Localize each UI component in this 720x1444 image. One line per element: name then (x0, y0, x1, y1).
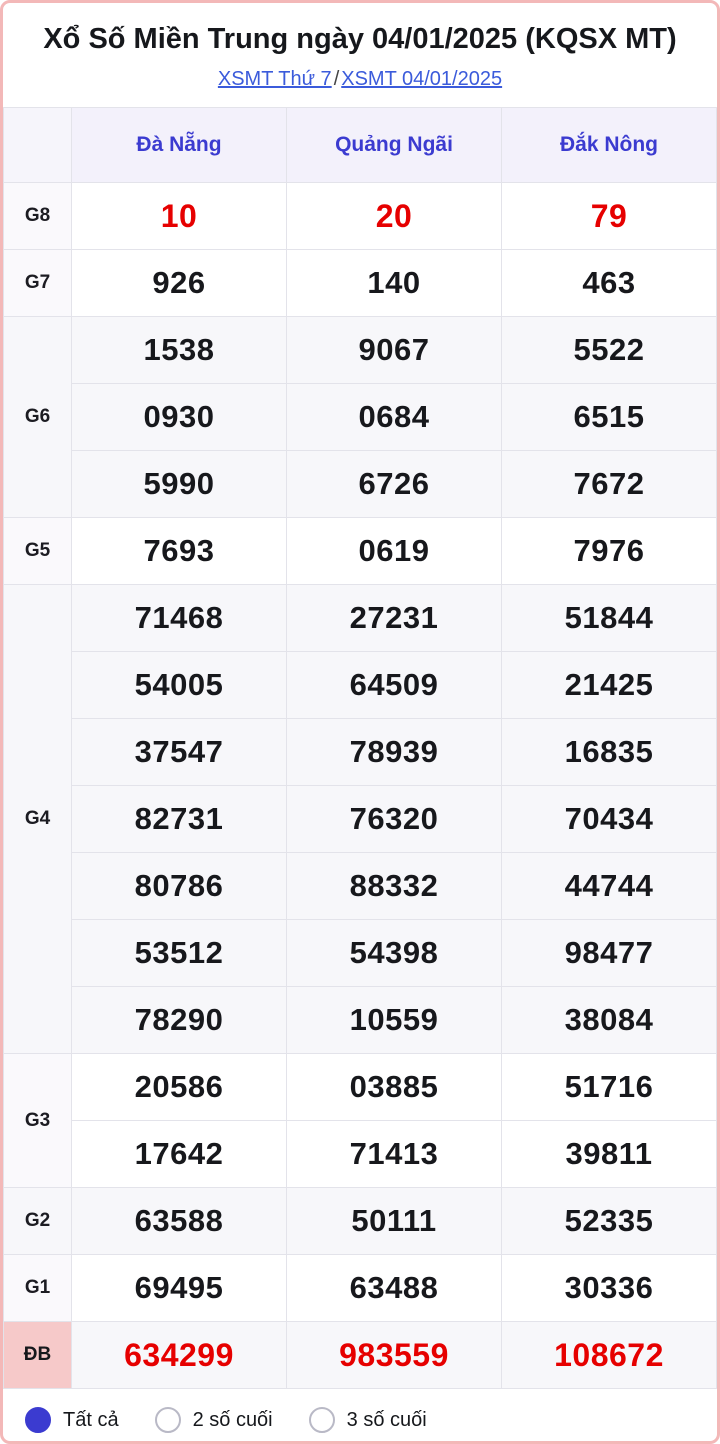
result-cell: 7693 (72, 518, 287, 585)
filter-option-last3[interactable] (309, 1407, 427, 1433)
result-cell: 03885 (287, 1054, 502, 1121)
result-cell: 78290 (72, 987, 287, 1054)
result-cell: 64509 (287, 652, 502, 719)
result-cell: 983559 (287, 1322, 502, 1389)
table-row (4, 451, 717, 518)
result-cell: 0684 (287, 384, 502, 451)
result-cell: 71413 (287, 1121, 502, 1188)
table-row (4, 183, 717, 250)
result-cell: 140 (287, 250, 502, 317)
table-row (4, 384, 717, 451)
table-row (4, 987, 717, 1054)
result-cell: 63488 (287, 1255, 502, 1322)
result-cell: 44744 (502, 853, 717, 920)
result-cell: 79 (502, 183, 717, 250)
result-cell: 53512 (72, 920, 287, 987)
table-row (4, 719, 717, 786)
table-corner-cell (4, 108, 72, 183)
results-table (3, 107, 717, 1389)
result-cell: 39811 (502, 1121, 717, 1188)
table-row (4, 652, 717, 719)
prize-label-g5: G5 (4, 518, 72, 585)
prize-label-g4: G4 (4, 585, 72, 1054)
column-header-quangngai: Quảng Ngãi (287, 108, 502, 183)
prize-label-g2: G2 (4, 1188, 72, 1255)
result-cell: 16835 (502, 719, 717, 786)
result-cell: 10 (72, 183, 287, 250)
result-cell: 38084 (502, 987, 717, 1054)
table-row (4, 1188, 717, 1255)
prize-label-g1: G1 (4, 1255, 72, 1322)
result-cell: 37547 (72, 719, 287, 786)
breadcrumb (3, 56, 717, 107)
table-row (4, 1322, 717, 1389)
result-cell: 52335 (502, 1188, 717, 1255)
table-row (4, 1255, 717, 1322)
result-cell: 5990 (72, 451, 287, 518)
result-cell: 69495 (72, 1255, 287, 1322)
result-cell: 7672 (502, 451, 717, 518)
filter-option-all[interactable] (25, 1407, 119, 1433)
result-cell: 20586 (72, 1054, 287, 1121)
result-cell: 27231 (287, 585, 502, 652)
result-cell: 71468 (72, 585, 287, 652)
prize-label-g6: G6 (4, 317, 72, 518)
breadcrumb-separator: / (333, 68, 340, 91)
table-row (4, 786, 717, 853)
result-cell: 20 (287, 183, 502, 250)
prize-label-g3: G3 (4, 1054, 72, 1188)
result-cell: 0930 (72, 384, 287, 451)
radio-icon[interactable] (25, 1407, 51, 1433)
result-cell: 51844 (502, 585, 717, 652)
column-header-danang: Đà Nẵng (72, 108, 287, 183)
prize-label-db: ĐB (4, 1322, 72, 1389)
filter-label: 2 số cuối (192, 1408, 273, 1431)
result-cell: 76320 (287, 786, 502, 853)
result-cell: 63588 (72, 1188, 287, 1255)
table-row (4, 853, 717, 920)
table-row (4, 585, 717, 652)
table-row (4, 317, 717, 384)
result-cell: 6726 (287, 451, 502, 518)
filter-option-last2[interactable] (155, 1407, 273, 1433)
result-cell: 9067 (287, 317, 502, 384)
prize-label-g7: G7 (4, 250, 72, 317)
filter-group (3, 1389, 717, 1444)
page-title: Xổ Số Miền Trung ngày 04/01/2025 (KQSX MT) (43, 23, 677, 55)
table-row (4, 518, 717, 585)
result-cell: 50111 (287, 1188, 502, 1255)
result-cell: 80786 (72, 853, 287, 920)
radio-icon[interactable] (309, 1407, 335, 1433)
result-cell: 78939 (287, 719, 502, 786)
prize-label-g8: G8 (4, 183, 72, 250)
table-header (4, 108, 717, 183)
result-cell: 17642 (72, 1121, 287, 1188)
result-cell: 7976 (502, 518, 717, 585)
radio-icon[interactable] (155, 1407, 181, 1433)
table-row (4, 1054, 717, 1121)
result-cell: 463 (502, 250, 717, 317)
result-cell: 54398 (287, 920, 502, 987)
table-row (4, 250, 717, 317)
breadcrumb-link-day[interactable]: XSMT Thứ 7 (217, 68, 332, 91)
filter-label: 3 số cuối (346, 1408, 427, 1431)
result-cell: 51716 (502, 1054, 717, 1121)
result-cell: 70434 (502, 786, 717, 853)
result-cell: 98477 (502, 920, 717, 987)
table-row (4, 920, 717, 987)
result-cell: 634299 (72, 1322, 287, 1389)
result-cell: 10559 (287, 987, 502, 1054)
table-row (4, 1121, 717, 1188)
result-cell: 82731 (72, 786, 287, 853)
result-cell: 21425 (502, 652, 717, 719)
table-header-row (4, 108, 717, 183)
result-cell: 0619 (287, 518, 502, 585)
result-cell: 54005 (72, 652, 287, 719)
result-cell: 108672 (502, 1322, 717, 1389)
filter-label: Tất cả (63, 1408, 119, 1431)
result-cell: 6515 (502, 384, 717, 451)
result-cell: 926 (72, 250, 287, 317)
result-cell: 1538 (72, 317, 287, 384)
column-header-daknong: Đắk Nông (502, 108, 717, 183)
result-cell: 88332 (287, 853, 502, 920)
result-cell: 30336 (502, 1255, 717, 1322)
breadcrumb-link-date[interactable]: XSMT 04/01/2025 (341, 68, 503, 91)
result-cell: 5522 (502, 317, 717, 384)
table-body (4, 183, 717, 1389)
